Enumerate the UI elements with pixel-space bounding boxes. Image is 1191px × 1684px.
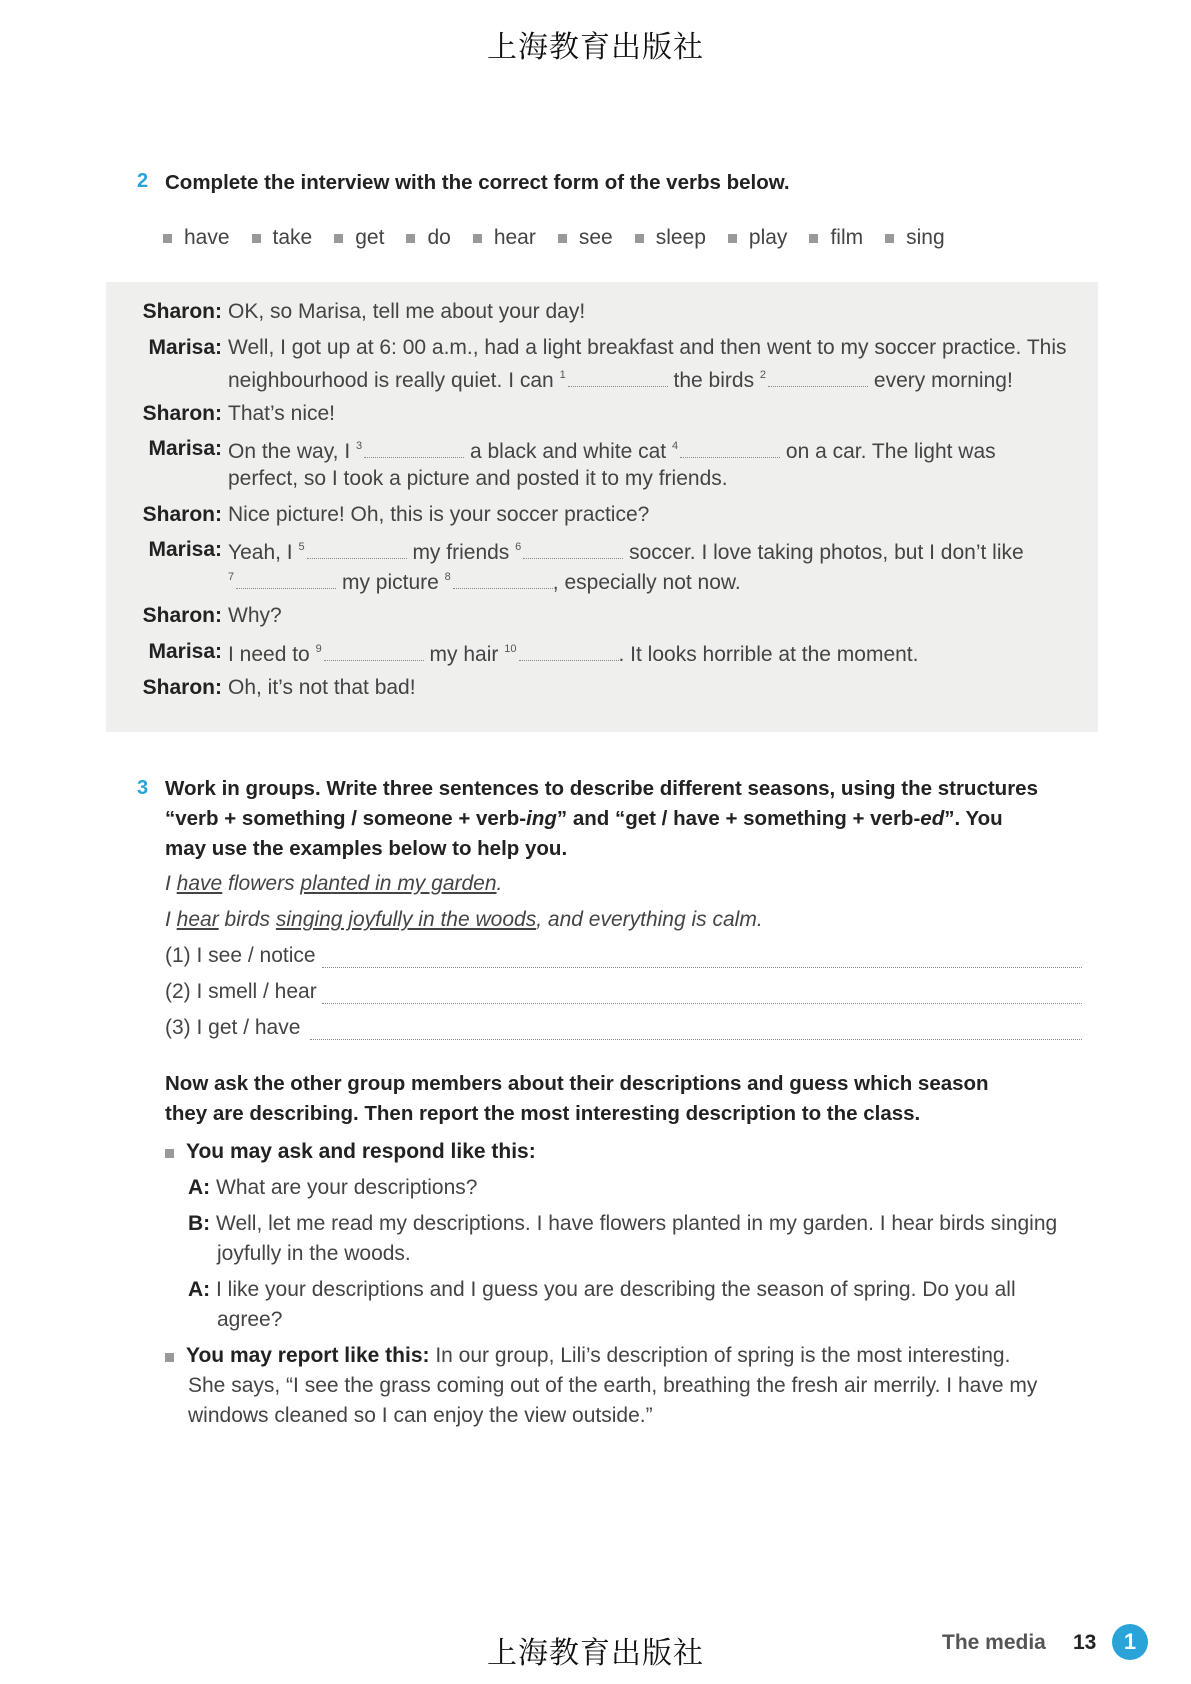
- bullet-square-icon: [334, 234, 343, 243]
- speaker-label: Marisa:: [148, 538, 222, 561]
- answer-blank-7[interactable]: [236, 568, 336, 589]
- word-bank: [163, 226, 967, 250]
- word-item: take: [252, 226, 313, 250]
- answer-blank-9[interactable]: [324, 640, 424, 661]
- answer-blank-10[interactable]: [519, 640, 619, 661]
- word-item: get: [334, 226, 384, 250]
- speaker-label: Sharon:: [142, 604, 222, 627]
- question-2-number: 2: [137, 170, 149, 192]
- word-item: do: [406, 226, 450, 250]
- question-3-title: Work in groups. Write three sentences to describe different seasons, using the structures “verb + something / someone + verb-ing” and “get / have + something + verb-ed”. You may use the examples below to help you.: [165, 777, 1038, 860]
- speaker-label: Marisa:: [148, 336, 222, 359]
- dialogue-line: $^7$ my picture $^8$ , especially not now.: [228, 568, 741, 595]
- answer-blank-6[interactable]: [523, 538, 623, 559]
- answer-blank-8[interactable]: [453, 568, 553, 589]
- speaker-label: Sharon:: [142, 676, 222, 699]
- unit-badge: 1: [1112, 1624, 1148, 1660]
- example-sentence-1: I have flowers planted in my garden.: [165, 872, 503, 895]
- dialogue-a-2: A: I like your descriptions and I guess you are describing the season of spring. Do you all: [188, 1278, 1016, 1301]
- bullet-square-icon: [163, 234, 172, 243]
- example-sentence-2: I hear birds singing joyfully in the woods, and everything is calm.: [165, 908, 763, 931]
- speaker-label: Marisa:: [148, 640, 222, 663]
- speaker-label: Sharon:: [142, 503, 222, 526]
- dialogue-line: Nice picture! Oh, this is your soccer practice?: [228, 503, 650, 526]
- bullet-square-icon: [809, 234, 818, 243]
- bullet-square-icon: [558, 234, 567, 243]
- word-item: sing: [885, 226, 945, 250]
- ask-heading: You may ask and respond like this:: [165, 1140, 536, 1164]
- answer-line-2[interactable]: [322, 1002, 1082, 1004]
- bullet-square-icon: [252, 234, 261, 243]
- word-item: sleep: [635, 226, 706, 250]
- part-2-instructions: Now ask the other group members about their descriptions and guess which season they are describing. Then report the most interesting description to the class.: [165, 1072, 989, 1125]
- prompt-3: (3) I get / have: [165, 1016, 301, 1039]
- bullet-square-icon: [885, 234, 894, 243]
- question-2-title: Complete the interview with the correct form of the verbs below.: [165, 171, 790, 194]
- bullet-square-icon: [728, 234, 737, 243]
- dialogue-line: On the way, I $^3$ a black and white cat $^4$ on a car. The light was: [228, 437, 996, 464]
- answer-blank-3[interactable]: [364, 437, 464, 458]
- report-line-2: She says, “I see the grass coming out of the earth, breathing the fresh air merrily. I have my: [188, 1374, 1038, 1397]
- dialogue-line: That’s nice!: [228, 402, 335, 425]
- speaker-label: Sharon:: [142, 402, 222, 425]
- report-line-1: You may report like this: In our group, Lili’s description of spring is the most interesting.: [165, 1344, 1010, 1368]
- answer-blank-2[interactable]: [768, 366, 868, 387]
- dialogue-line: Yeah, I $^5$ my friends $^6$ soccer. I love taking photos, but I don’t like: [228, 538, 1024, 565]
- prompt-1: (1) I see / notice: [165, 944, 316, 967]
- publisher-footer: 上海教育出版社: [487, 1636, 704, 1671]
- dialogue-a-1: A: What are your descriptions?: [188, 1176, 478, 1199]
- dialogue-line: perfect, so I took a picture and posted it to my friends.: [228, 467, 728, 490]
- bullet-square-icon: [635, 234, 644, 243]
- dialogue-line: Well, I got up at 6: 00 a.m., had a light breakfast and then went to my soccer practice. This: [228, 336, 1067, 359]
- interview-dialogue-box: [106, 282, 1098, 732]
- speaker-label: Sharon:: [142, 300, 222, 323]
- answer-line-1[interactable]: [322, 966, 1082, 968]
- dialogue-line: OK, so Marisa, tell me about your day!: [228, 300, 586, 323]
- dialogue-line: I need to $^9$ my hair $^{10}$ . It looks horrible at the moment.: [228, 640, 918, 667]
- bullet-square-icon: [165, 1149, 174, 1158]
- dialogue-b-1-cont: joyfully in the woods.: [217, 1242, 411, 1265]
- dialogue-line: Why?: [228, 604, 282, 627]
- prompt-2: (2) I smell / hear: [165, 980, 317, 1003]
- page-number: 13: [1073, 1631, 1097, 1654]
- question-3-number: 3: [137, 777, 149, 799]
- dialogue-line: neighbourhood is really quiet. I can $^1$ the birds $^2$ every morning!: [228, 366, 1013, 393]
- speaker-label: Marisa:: [148, 437, 222, 460]
- dialogue-b-1: B: Well, let me read my descriptions. I have flowers planted in my garden. I hear birds singing: [188, 1212, 1058, 1235]
- word-item: hear: [473, 226, 536, 250]
- publisher-header: 上海教育出版社: [487, 30, 704, 65]
- word-item: see: [558, 226, 613, 250]
- bullet-square-icon: [473, 234, 482, 243]
- answer-blank-5[interactable]: [307, 538, 407, 559]
- answer-blank-4[interactable]: [680, 437, 780, 458]
- dialogue-line: Oh, it’s not that bad!: [228, 676, 416, 699]
- word-item: have: [163, 226, 230, 250]
- dialogue-a-2-cont: agree?: [217, 1308, 283, 1331]
- report-line-3: windows cleaned so I can enjoy the view outside.”: [188, 1404, 653, 1427]
- bullet-square-icon: [406, 234, 415, 243]
- word-item: film: [809, 226, 863, 250]
- section-title: The media: [942, 1631, 1046, 1654]
- answer-blank-1[interactable]: [568, 366, 668, 387]
- word-item: play: [728, 226, 788, 250]
- answer-line-3[interactable]: [310, 1038, 1082, 1040]
- bullet-square-icon: [165, 1353, 174, 1362]
